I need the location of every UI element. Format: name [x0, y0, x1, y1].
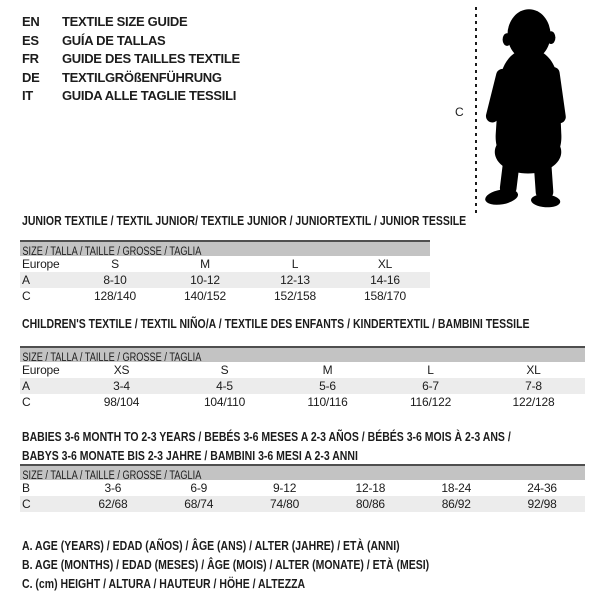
size-header-label: SIZE / TALLA / TAILLE / GRÖSSE / TAGLIA: [22, 352, 202, 364]
size-cell: S: [220, 363, 229, 377]
height-measure-dashed-line: [475, 7, 477, 213]
size-cell: 6-7: [422, 379, 439, 393]
row-label: A: [22, 273, 30, 287]
size-cell: 68/74: [184, 497, 214, 511]
size-cell: 9-12: [272, 481, 297, 495]
babies-section-title: [22, 428, 511, 466]
language-row: [22, 87, 240, 106]
row-label: C: [22, 497, 31, 511]
guide-title: GUIDA ALLE TAGLIE TESSILI: [62, 88, 237, 103]
row-label: Europe: [22, 257, 60, 271]
size-header-label: SIZE / TALLA / TAILLE / GRÖSSE / TAGLIA: [22, 470, 202, 482]
height-measure-label: C: [455, 105, 464, 119]
size-cell: XS: [113, 363, 130, 377]
size-cell: XL: [377, 257, 393, 271]
table-row: [20, 272, 430, 288]
row-label: Europe: [22, 363, 60, 377]
size-cell: 62/68: [98, 497, 128, 511]
size-cell: 158/170: [364, 289, 406, 303]
junior-section-title: JUNIOR TEXTILE / TEXTIL JUNIOR/ TEXTILE JUNIOR / JUNIORTEXTIL / JUNIOR TESSILE: [22, 214, 467, 228]
size-cell: 152/158: [274, 289, 316, 303]
guide-title: GUÍA DE TALLAS: [62, 32, 166, 48]
language-row: [22, 50, 240, 69]
size-cell: 12-18: [355, 481, 386, 495]
size-cell: M: [322, 363, 333, 377]
size-cell: 7-8: [525, 379, 542, 393]
size-cell: 122/128: [512, 395, 555, 409]
language-code: DE: [22, 69, 40, 85]
table-row: [20, 496, 585, 512]
size-cell: 104/110: [203, 395, 246, 409]
size-header-bar: [20, 464, 585, 480]
guide-title: TEXTILE SIZE GUIDE: [62, 14, 188, 29]
size-cell: 74/80: [270, 497, 300, 511]
size-cell: 4-5: [216, 379, 233, 393]
language-title-list: [22, 13, 240, 106]
size-cell: 24-36: [527, 481, 557, 495]
size-header-bar: [20, 240, 430, 256]
size-cell: 3-4: [113, 379, 130, 393]
size-cell: 6-9: [190, 481, 208, 495]
junior-size-table: [20, 256, 430, 304]
language-code: FR: [22, 51, 39, 66]
table-row: [20, 480, 585, 496]
legend-age-months: B. AGE (MONTHS) / EDAD (MESES) / ÂGE (MOIS) / ALTER (MONATE) / ETÀ (MESI): [22, 558, 430, 572]
babies-title-line-2: BABYS 3-6 MONATE BIS 2-3 JAHRE / BAMBINI 3-6 MESI A 2-3 ANNI: [22, 449, 358, 463]
size-cell: 8-10: [103, 273, 127, 287]
guide-title: TEXTILGRÖßENFÜHRUNG: [62, 69, 222, 85]
size-cell: 116/122: [409, 395, 452, 409]
size-cell: L: [427, 363, 434, 377]
language-row: [22, 13, 240, 32]
size-cell: 5-6: [319, 379, 336, 393]
row-label: B: [22, 481, 30, 495]
table-row: [20, 378, 585, 394]
size-cell: L: [291, 257, 299, 271]
language-row: [22, 69, 240, 88]
table-row: [20, 256, 430, 272]
children-section-title: CHILDREN'S TEXTILE / TEXTIL NIÑO/A / TEXTILE DES ENFANTS / KINDERTEXTIL / BAMBINI TESSILE: [22, 317, 530, 331]
size-cell: 18-24: [441, 481, 472, 495]
table-row: [20, 362, 585, 378]
children-size-table: [20, 362, 585, 410]
language-code: EN: [22, 14, 40, 29]
size-header-bar: [20, 346, 585, 362]
size-cell: 80/86: [355, 497, 385, 511]
size-cell: 92/98: [527, 497, 557, 511]
size-cell: 98/104: [103, 395, 140, 409]
size-cell: XL: [526, 363, 541, 377]
size-header-label: SIZE / TALLA / TAILLE / GRÖSSE / TAGLIA: [22, 246, 202, 258]
toddler-silhouette: [485, 6, 573, 210]
size-cell: 14-16: [370, 273, 400, 287]
size-cell: 110/116: [307, 395, 348, 409]
size-cell: M: [200, 257, 210, 271]
row-label: C: [22, 395, 31, 409]
babies-size-table: [20, 480, 585, 512]
babies-title-line-1: BABIES 3-6 MONTH TO 2-3 YEARS / BEBÉS 3-6 MESES A 2-3 AÑOS / BÉBÉS 3-6 MOIS À 2-3 ANS /: [22, 430, 511, 444]
measure-legend: [22, 537, 507, 594]
size-cell: 140/152: [184, 289, 226, 303]
legend-height-cm: C. (cm) HEIGHT / ALTURA / HAUTEUR / HÖHE / ALTEZZA: [22, 577, 306, 591]
size-cell: 128/140: [94, 289, 136, 303]
size-cell: 86/92: [441, 497, 471, 511]
row-label: A: [22, 379, 30, 393]
table-row: [20, 394, 585, 410]
guide-title: GUIDE DES TAILLES TEXTILE: [62, 51, 240, 66]
size-cell: 10-12: [190, 273, 220, 287]
language-code: ES: [22, 32, 39, 48]
language-row: [22, 32, 240, 51]
row-label: C: [22, 289, 31, 303]
legend-age-years: A. AGE (YEARS) / EDAD (AÑOS) / ÂGE (ANS) / ALTER (JAHRE) / ETÀ (ANNI): [22, 539, 400, 553]
language-code: IT: [22, 88, 33, 103]
size-cell: 3-6: [104, 481, 122, 495]
size-cell: 12-13: [280, 273, 310, 287]
table-row: [20, 288, 430, 304]
size-cell: S: [111, 257, 119, 271]
